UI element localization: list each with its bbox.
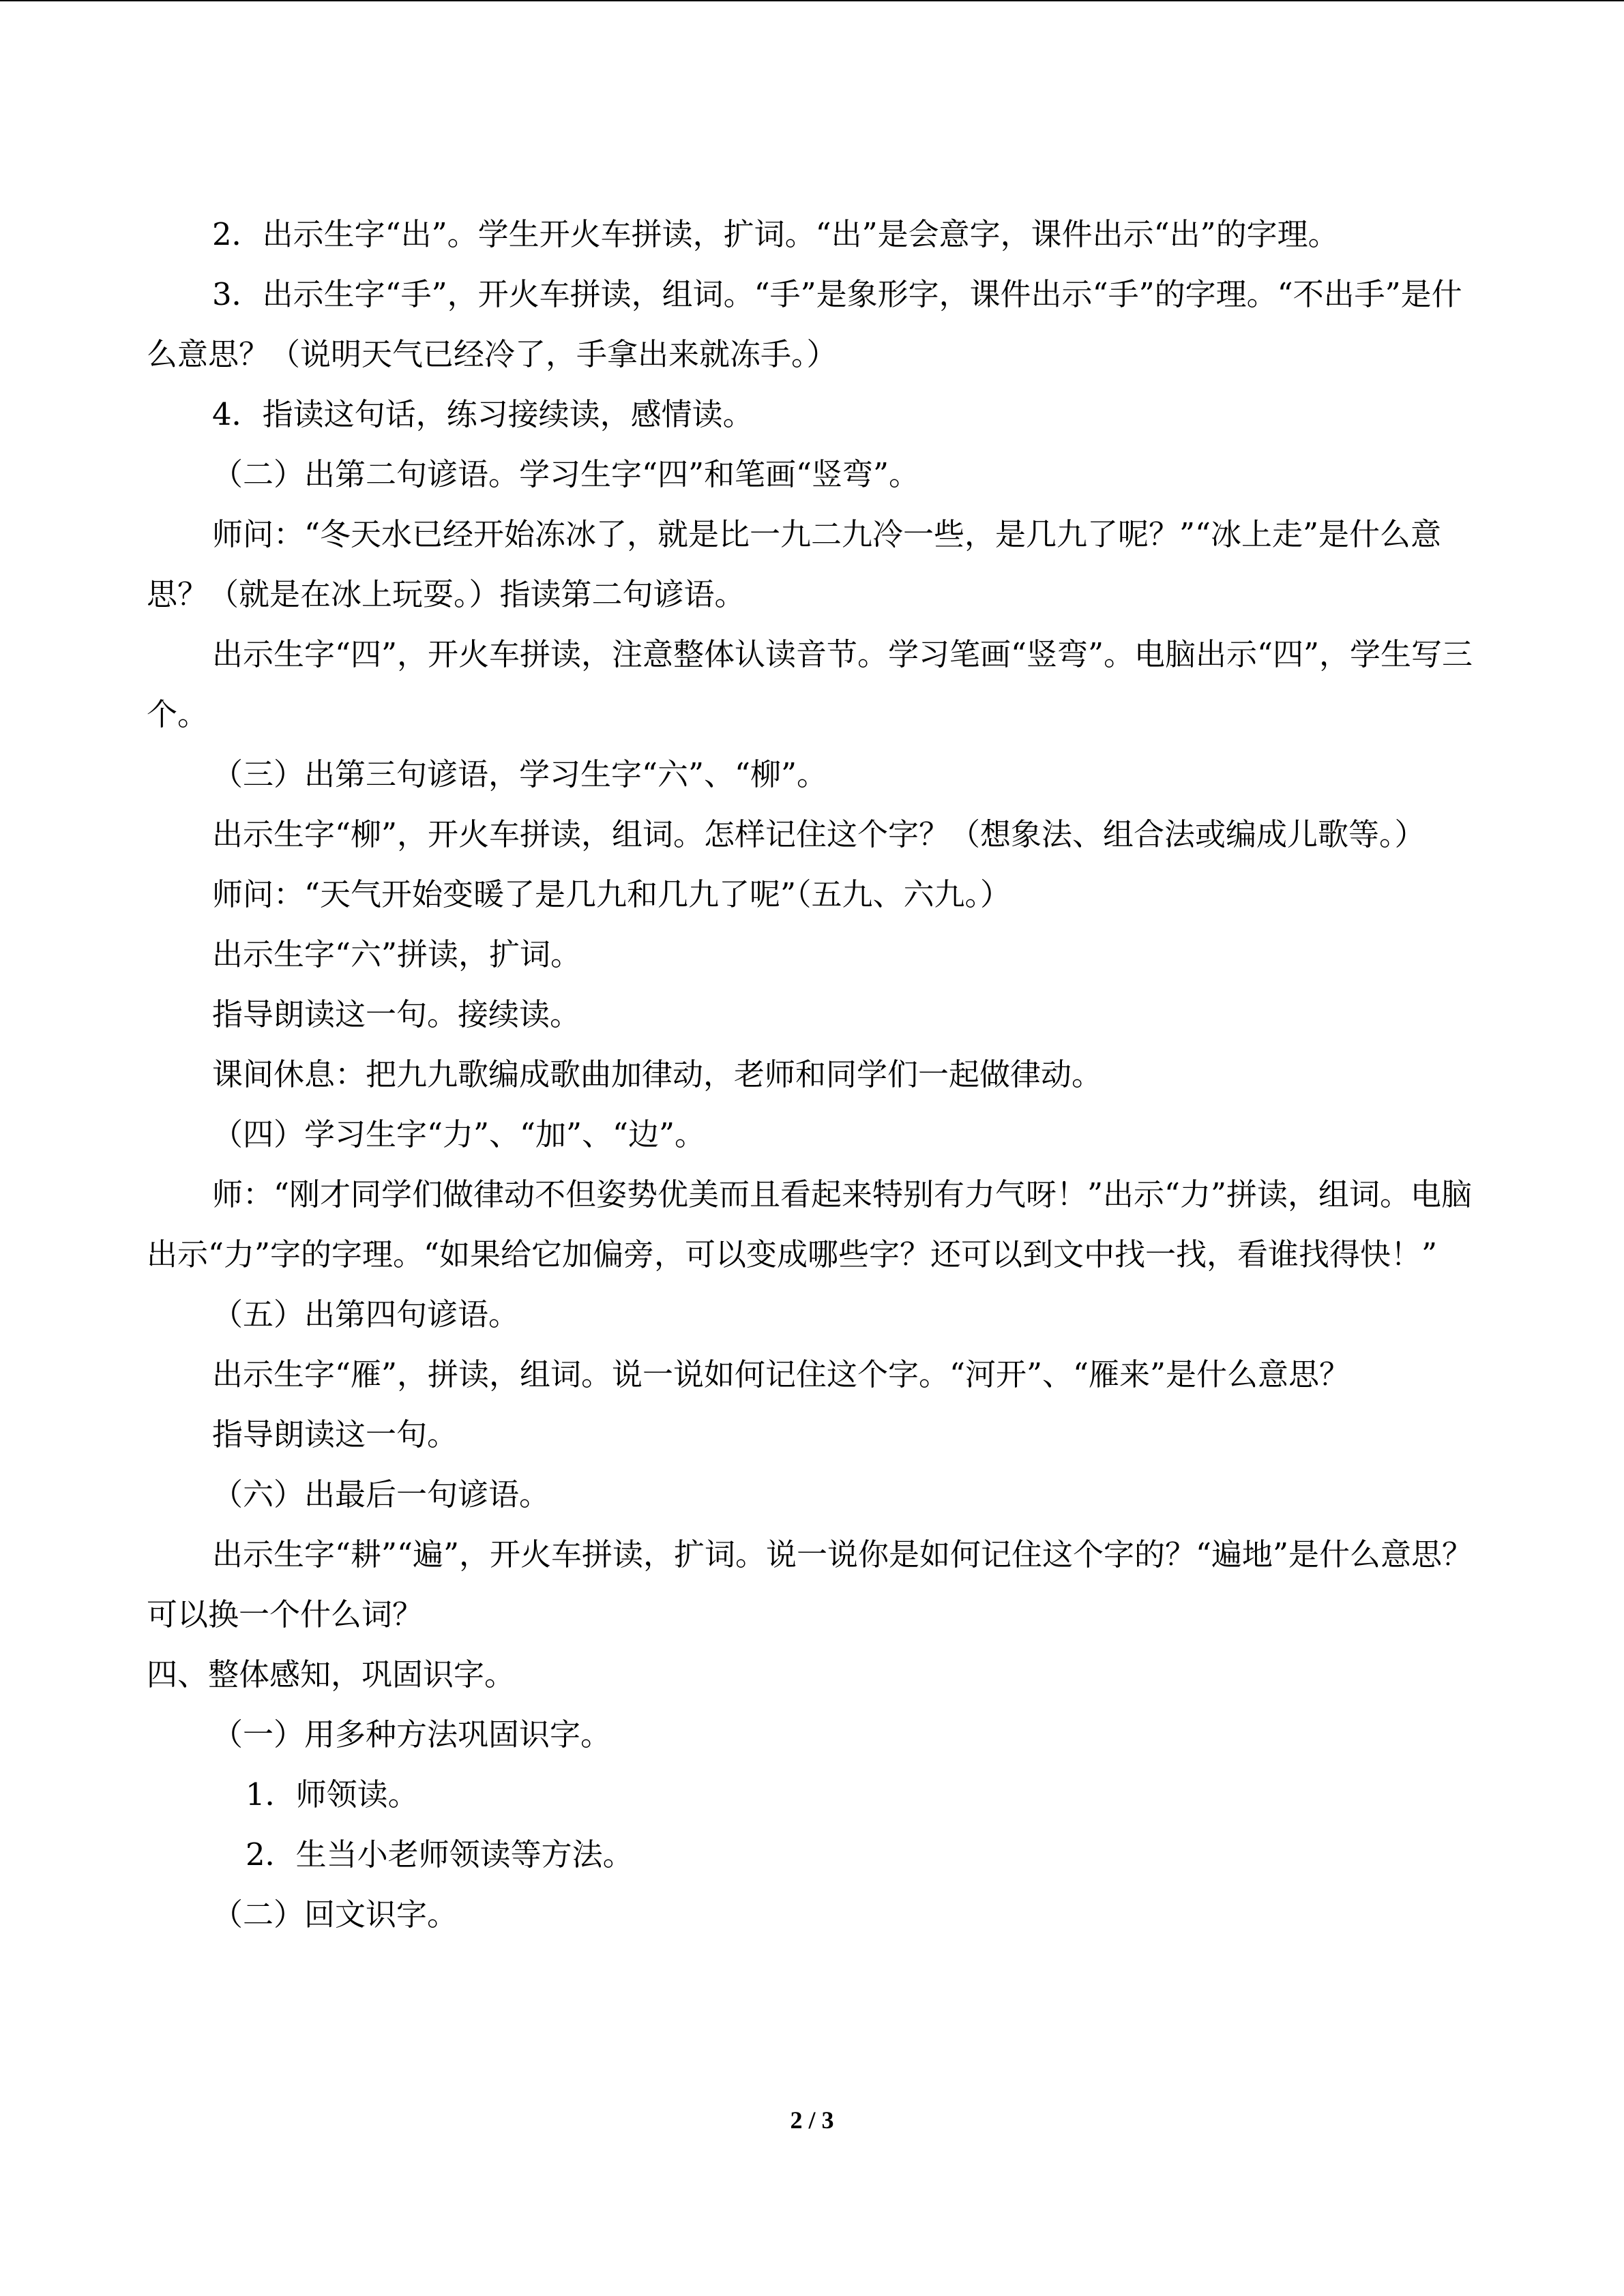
subheading-2: （二）回文识字。 [212,1896,458,1933]
section-heading-5: （五）出第四句谚语。 [212,1296,520,1332]
paragraph-10: 出示生字“六”拼读，扩词。 [212,936,582,972]
paragraph-17: 指导朗读这一句。 [212,1416,458,1452]
paragraph-14: 师：“刚才同学们做律动不但姿势优美而且看起来特别有力气呀！”出示“力”拼读，组词。电脑出示“力”字的字理。“如果给它加偏旁，可以变成哪些字？还可以到文中找一找，看谁找得快！” [147,1176,1473,1272]
section-heading-4: （四）学习生字“力”、“加”、“边”。 [212,1116,706,1152]
document-body [147,205,1477,1945]
paragraph-11: 指导朗读这一句。接续读。 [212,996,581,1032]
page-number: 2 / 3 [790,2106,834,2134]
paragraph-16: 出示生字“雁”，拼读，组词。说一说如何记住这个字。“河开”、“雁来”是什么意思？ [212,1356,1350,1392]
paragraph-12: 课间休息：把九九歌编成歌曲加律动，老师和同学们一起做律动。 [212,1056,1103,1092]
paragraph-8: 出示生字“柳”，开火车拼读，组词。怎样记住这个字？（想象法、组合法或编成儿歌等。） [212,816,1426,852]
main-heading-4: 四、整体感知，巩固识字。 [147,1656,516,1693]
paragraph-3: 4．指读这句话，练习接续读，感情读。 [212,396,754,432]
paragraph-19: 出示生字“耕”“遍”，开火车拼读，扩词。说一说你是如何记住这个字的？“遍地”是什么意思？可以换一个什么词？ [147,1536,1473,1632]
paragraph-9: 师问：“天气开始变暖了是几九和几九了呢”（五九、六九。） [212,876,1012,912]
list-item-2: 2．生当小老师领读等方法。 [246,1836,634,1873]
paragraph-2: 3．出示生字“手”，开火车拼读，组词。“手”是象形字，课件出示“手”的字理。“不出手”是什么意思？（说明天气已经冷了，手拿出来就冻手。） [147,276,1462,372]
subheading-1: （一）用多种方法巩固识字。 [212,1716,612,1753]
section-heading-6: （六）出最后一句谚语。 [212,1476,550,1512]
paragraph-1: 2．出示生字“出”。学生开火车拼读，扩词。“出”是会意字，课件出示“出”的字理。 [212,216,1339,252]
section-heading-3: （三）出第三句谚语，学习生字“六”、“柳”。 [212,756,828,792]
paragraph-6: 出示生字“四”，开火车拼读，注意整体认读音节。学习笔画“竖弯”。电脑出示“四”，学生写三个。 [147,636,1473,732]
top-border-line [0,0,1624,1]
list-item-1: 1．师领读。 [246,1776,419,1813]
section-heading-2: （二）出第二句谚语。学习生字“四”和笔画“竖弯”。 [212,456,920,492]
paragraph-5: 师问：“冬天水已经开始冻冰了，就是比一九二九冷一些，是几九了呢？”“冰上走”是什么意思？（就是在冰上玩耍。）指读第二句谚语。 [147,516,1442,612]
